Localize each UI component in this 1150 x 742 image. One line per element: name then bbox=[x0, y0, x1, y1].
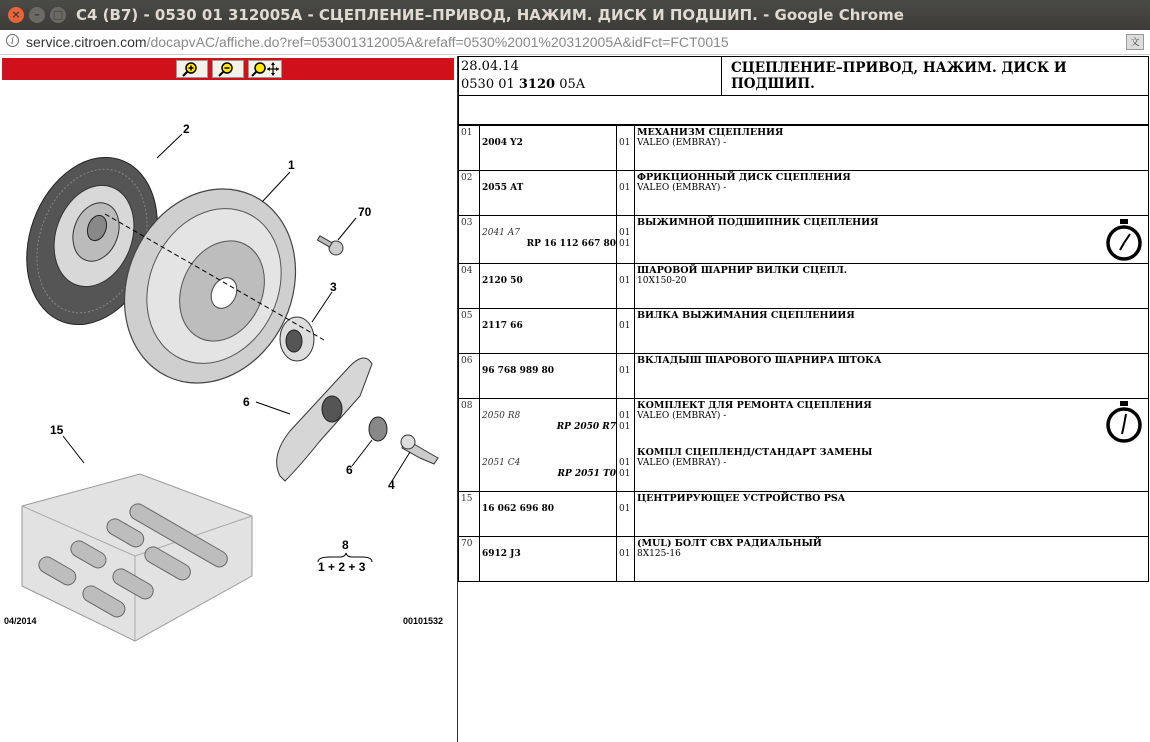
ref-cell bbox=[480, 126, 617, 171]
desc-cell bbox=[635, 537, 1149, 582]
part-name: ШАРОВОЙ ШАРНИР ВИЛКИ СЦЕПЛ. bbox=[637, 265, 848, 276]
callout-2: 2 bbox=[183, 122, 190, 136]
callout-15: 15 bbox=[50, 423, 64, 437]
diagram-date: 04/2014 bbox=[4, 616, 37, 626]
table-row[interactable] bbox=[459, 492, 1149, 537]
part-qty: 01 bbox=[619, 228, 631, 238]
centering-kit-drawing bbox=[22, 474, 252, 641]
qty-cell bbox=[617, 309, 635, 354]
table-row[interactable] bbox=[459, 354, 1149, 399]
stopwatch-icon[interactable] bbox=[1104, 218, 1144, 262]
formula-text: 1 + 2 + 3 bbox=[318, 560, 366, 574]
table-row[interactable] bbox=[459, 171, 1149, 216]
part-qty: 01 bbox=[619, 411, 631, 421]
part-ref-alt[interactable]: 2050 R8 bbox=[482, 411, 521, 421]
part-qty-rp: 01 bbox=[619, 239, 631, 249]
site-info-icon[interactable]: i bbox=[6, 34, 19, 47]
minimize-window-button[interactable]: – bbox=[29, 7, 45, 23]
callout-3: 3 bbox=[330, 280, 337, 294]
callout-4: 4 bbox=[388, 478, 395, 492]
table-row[interactable] bbox=[459, 537, 1149, 582]
table-row[interactable] bbox=[459, 399, 1149, 492]
header-date: 28.04.14 bbox=[461, 59, 519, 74]
url-host: service.citroen.com bbox=[26, 34, 147, 50]
part-sub: VALEO (EMBRAY) - bbox=[637, 138, 727, 148]
zoom-pan-icon bbox=[251, 61, 279, 77]
row-index: 03 bbox=[459, 216, 480, 264]
url-path: /docapvAC/affiche.do?ref=053001312005A&refaff=0530%2001%20312005A&idFct=FCT0015 bbox=[146, 34, 729, 50]
ref-cell bbox=[480, 309, 617, 354]
part-qty-rp: 01 bbox=[619, 422, 631, 432]
part-ref-rp-b[interactable]: RP 2051 T0 bbox=[557, 469, 616, 479]
part-qty-b: 01 bbox=[619, 458, 631, 468]
exploded-parts-diagram bbox=[0, 96, 457, 696]
header-code-prefix: 0530 01 bbox=[461, 77, 519, 92]
part-sub: VALEO (EMBRAY) - bbox=[637, 183, 727, 193]
part-name: ВКЛАДЫШ ШАРОВОГО ШАРНИРА ШТОКА bbox=[637, 355, 882, 366]
window-titlebar bbox=[0, 0, 1150, 30]
callout-6: 6 bbox=[346, 463, 353, 477]
part-name: (MUL) БОЛТ СВХ РАДИАЛЬНЫЙ bbox=[637, 538, 822, 549]
desc-cell bbox=[635, 264, 1149, 309]
qty-cell bbox=[617, 171, 635, 216]
header-code-bold: 3120 bbox=[518, 77, 556, 92]
ref-cell bbox=[480, 492, 617, 537]
maximize-window-button[interactable]: □ bbox=[50, 7, 66, 23]
part-ref[interactable]: 96 768 989 80 bbox=[482, 366, 555, 376]
qty-cell bbox=[617, 399, 635, 492]
desc-cell bbox=[635, 492, 1149, 537]
pivot-parts-drawing bbox=[369, 417, 438, 464]
header-separator bbox=[721, 57, 722, 95]
callout-70: 70 bbox=[358, 205, 372, 219]
diagram-code: 00101532 bbox=[403, 616, 444, 626]
release-bearing-drawing bbox=[280, 317, 314, 361]
table-row[interactable] bbox=[459, 126, 1149, 171]
row-index: 15 bbox=[459, 492, 480, 537]
zoom-in-button[interactable] bbox=[176, 60, 208, 78]
row-index: 02 bbox=[459, 171, 480, 216]
page-header bbox=[458, 56, 1149, 96]
part-qty: 01 bbox=[619, 366, 631, 376]
qty-cell bbox=[617, 126, 635, 171]
ref-cell bbox=[480, 264, 617, 309]
zoom-out-button[interactable] bbox=[212, 60, 244, 78]
ref-cell bbox=[480, 354, 617, 399]
part-sub: 8X125-16 bbox=[637, 549, 681, 559]
part-sub-b: VALEO (EMBRAY) - bbox=[637, 458, 727, 468]
part-qty: 01 bbox=[619, 276, 631, 286]
qty-cell bbox=[617, 264, 635, 309]
page-title: СЦЕПЛЕНИЕ–ПРИВОД, НАЖИМ. ДИСК И ПОДШИП. bbox=[731, 60, 1067, 92]
desc-cell bbox=[635, 309, 1149, 354]
part-qty: 01 bbox=[619, 183, 631, 193]
header-spacer-row bbox=[458, 95, 1149, 125]
table-row[interactable] bbox=[459, 264, 1149, 309]
zoom-in-icon bbox=[180, 61, 204, 77]
part-qty: 01 bbox=[619, 504, 631, 514]
desc-cell bbox=[635, 126, 1149, 171]
zoom-out-icon bbox=[216, 61, 240, 77]
window-title: C4 (B7) - 0530 01 312005A - СЦЕПЛЕНИЕ–ПРИВОД, НАЖИМ. ДИСК И ПОДШИП. - Google Chrome bbox=[76, 6, 904, 24]
diagram-pane bbox=[0, 56, 457, 742]
zoom-pan-button[interactable] bbox=[248, 60, 282, 78]
ref-cell bbox=[480, 399, 617, 492]
qty-cell bbox=[617, 216, 635, 264]
callout-5: 6 bbox=[243, 395, 250, 409]
part-ref-alt-b[interactable]: 2051 C4 bbox=[482, 458, 521, 468]
desc-cell bbox=[635, 171, 1149, 216]
row-index: 04 bbox=[459, 264, 480, 309]
part-sub: VALEO (EMBRAY) - bbox=[637, 411, 727, 421]
row-index: 70 bbox=[459, 537, 480, 582]
part-qty: 01 bbox=[619, 549, 631, 559]
part-ref-alt[interactable]: 2041 A7 bbox=[482, 228, 520, 238]
part-ref-rp[interactable]: RP 2050 R7 bbox=[556, 422, 616, 432]
stopwatch-icon[interactable] bbox=[1104, 400, 1144, 444]
table-row[interactable] bbox=[459, 216, 1149, 264]
url-text[interactable] bbox=[26, 34, 729, 50]
qty-cell bbox=[617, 492, 635, 537]
translate-icon[interactable]: 文 bbox=[1126, 34, 1144, 50]
ref-cell bbox=[480, 216, 617, 264]
part-ref[interactable]: 16 062 696 80 bbox=[482, 504, 555, 514]
part-qty: 01 bbox=[619, 321, 631, 331]
release-fork-drawing bbox=[277, 358, 372, 481]
table-row[interactable] bbox=[459, 309, 1149, 354]
part-name-b: КОМПЛ СЦЕПЛЕНД/СТАНДАРТ ЗАМЕНЫ bbox=[637, 447, 873, 458]
callout-8: 8 bbox=[342, 538, 349, 552]
row-index: 01 bbox=[459, 126, 480, 171]
part-name: МЕХАНИЗМ СЦЕПЛЕНИЯ bbox=[637, 127, 784, 138]
part-name: ЦЕНТРИРУЮЩЕЕ УСТРОЙСТВО PSA bbox=[637, 493, 846, 504]
ref-cell bbox=[480, 537, 617, 582]
part-qty-rp-b: 01 bbox=[619, 469, 631, 479]
part-name: КОМПЛЕКТ ДЛЯ РЕМОНТА СЦЕПЛЕНИЯ bbox=[637, 400, 872, 411]
ref-cell bbox=[480, 171, 617, 216]
row-index: 05 bbox=[459, 309, 480, 354]
diagram-toolbar bbox=[2, 58, 454, 80]
part-ref[interactable]: 6912 J3 bbox=[482, 549, 521, 559]
parts-table bbox=[458, 125, 1149, 582]
row-index: 06 bbox=[459, 354, 480, 399]
callout-1: 1 bbox=[288, 158, 295, 172]
row-index: 08 bbox=[459, 399, 480, 492]
address-bar[interactable] bbox=[0, 30, 1150, 55]
header-code-suffix: 05A bbox=[555, 77, 586, 92]
part-sub: 10X150-20 bbox=[637, 276, 687, 286]
window-controls bbox=[8, 7, 66, 23]
desc-cell bbox=[635, 354, 1149, 399]
part-name: ВИЛКА ВЫЖИМАНИЯ СЦЕПЛЕНИИЯ bbox=[637, 310, 855, 321]
part-ref-rp[interactable]: RP 16 112 667 80 bbox=[526, 239, 616, 249]
qty-cell bbox=[617, 537, 635, 582]
part-name: ФРИКЦИОННЫЙ ДИСК СЦЕПЛЕНИЯ bbox=[637, 172, 851, 183]
desc-cell bbox=[635, 399, 1149, 492]
parts-pane bbox=[458, 56, 1150, 742]
header-code bbox=[461, 77, 585, 92]
part-ref[interactable]: 2055 AT bbox=[482, 183, 524, 193]
part-qty: 01 bbox=[619, 138, 631, 148]
part-ref[interactable]: 2004 Y2 bbox=[482, 138, 523, 148]
desc-cell bbox=[635, 216, 1149, 264]
part-ref[interactable]: 2120 50 bbox=[482, 276, 523, 286]
qty-cell bbox=[617, 354, 635, 399]
part-ref[interactable]: 2117 66 bbox=[482, 321, 523, 331]
part-name: ВЫЖИМНОЙ ПОДШИПНИК СЦЕПЛЕНИЯ bbox=[637, 217, 879, 228]
close-window-button[interactable]: × bbox=[8, 7, 24, 23]
